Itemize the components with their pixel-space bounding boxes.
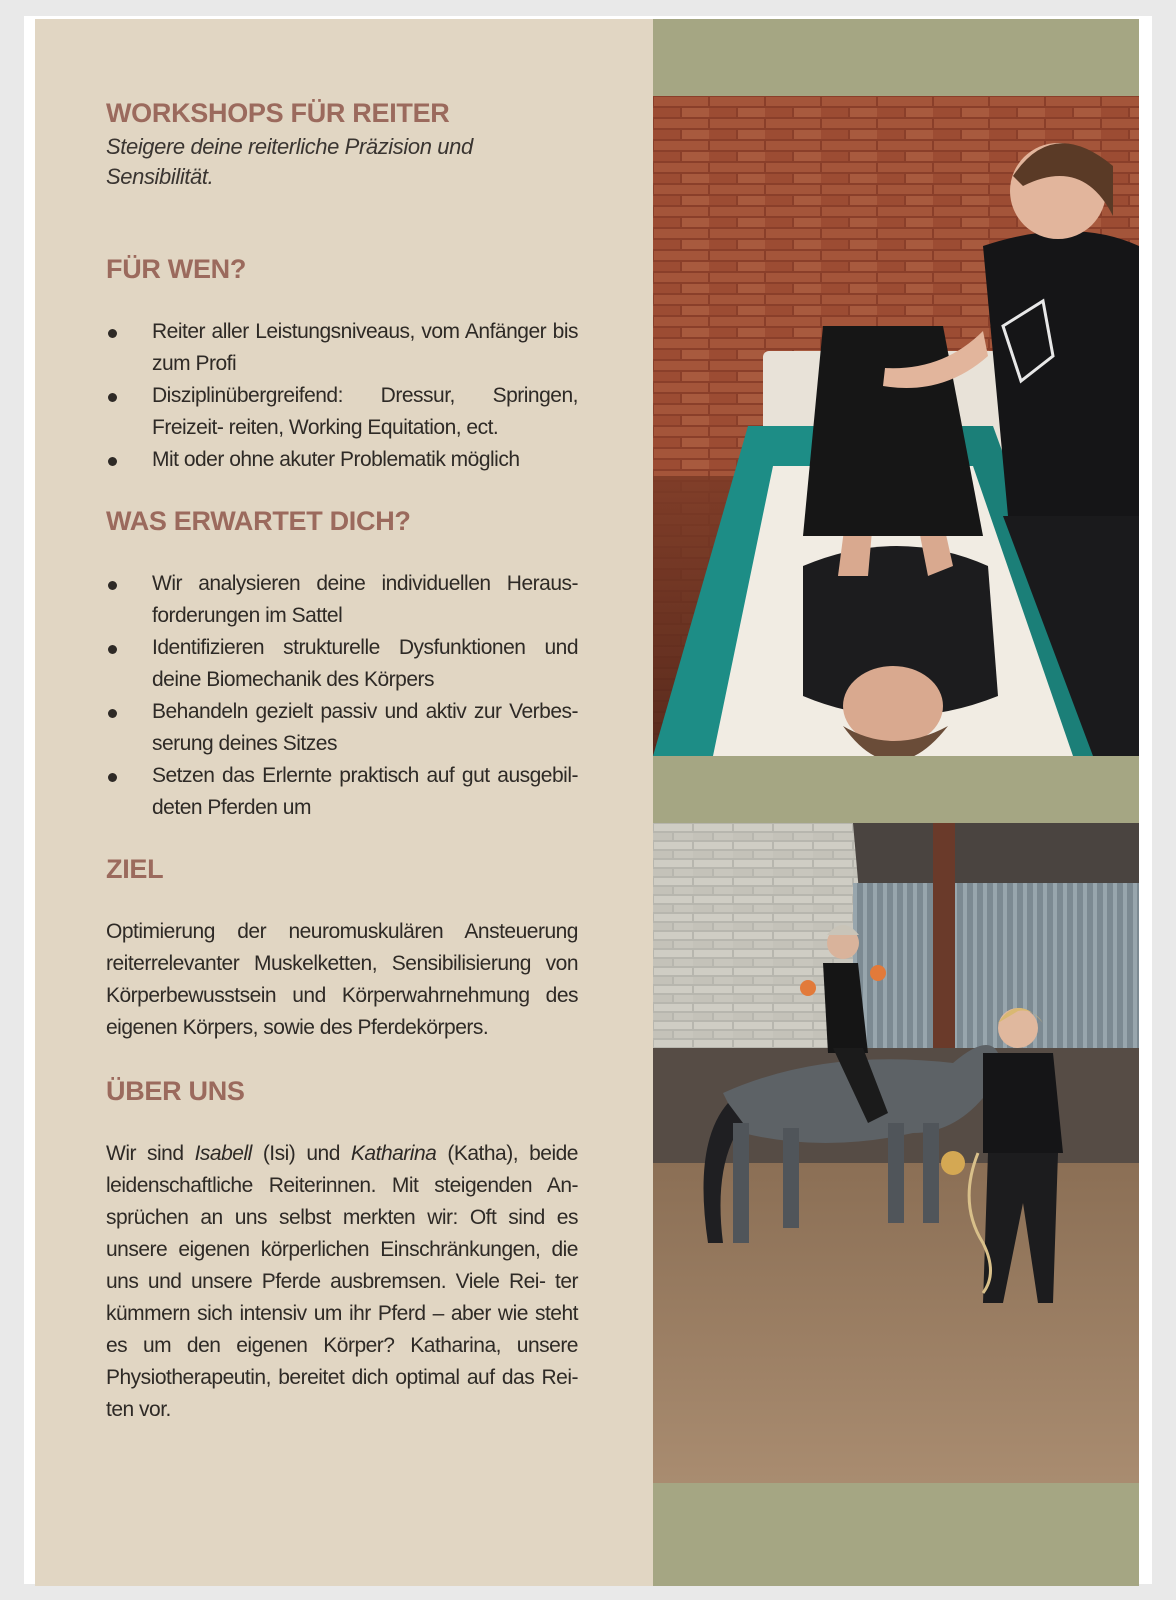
- bullet-icon: [108, 773, 117, 782]
- section-title-ziel: ZIEL: [106, 854, 164, 884]
- bullet-icon: [108, 329, 117, 338]
- bullet-icon: [108, 457, 117, 466]
- list-item: Wir analysieren deine individuellen Heraus- forderungen im Sattel: [106, 568, 578, 632]
- list-item: Reiter aller Leistungsniveaus, vom Anfänger bis zum Profi: [106, 316, 578, 380]
- page-title: WORKSHOPS FÜR REITER: [106, 98, 450, 128]
- list-item: Identifizieren strukturelle Dysfunktionen und deine Biomechanik des Körpers: [106, 632, 578, 696]
- list-fuer-wen: [106, 316, 578, 476]
- list-was-erwartet: [106, 568, 578, 824]
- page-subtitle: Steigere deine reiterliche Präzision und Sensibilität.: [106, 134, 473, 189]
- bullet-icon: [108, 581, 117, 590]
- list-item: Behandeln gezielt passiv und aktiv zur Verbes- serung deines Sitzes: [106, 696, 578, 760]
- photo-physiotherapy: [653, 96, 1139, 756]
- ziel-text: Optimierung der neuromuskulären Ansteuerung reiterrelevanter Muskelketten, Sensibilisierung von Körperbewusstsein und Körperwahrnehmung des eigenen Körpers, sowie des Pferdekörpers.: [106, 920, 578, 1039]
- list-item: Disziplinübergreifend: Dressur, Springen, Freizeit- reiten, Working Equitation, ect.: [106, 380, 578, 444]
- bullet-icon: [108, 645, 117, 654]
- bullet-icon: [108, 393, 117, 402]
- document-page: [24, 16, 1152, 1584]
- name-katharina: Katharina: [350, 1142, 437, 1165]
- section-title-fuer-wen: FÜR WEN?: [106, 254, 247, 284]
- name-isabell: Isabell: [194, 1142, 252, 1165]
- section-title-ueber-uns: ÜBER UNS: [106, 1076, 245, 1106]
- section-title-was-erwartet: WAS ERWARTET DICH?: [106, 506, 411, 536]
- photo-riding-arena: [653, 823, 1139, 1483]
- list-item: Setzen das Erlernte praktisch auf gut ausgebil- deten Pferden um: [106, 760, 578, 824]
- bullet-icon: [108, 709, 117, 718]
- text-content: [106, 96, 578, 1426]
- ueber-uns-text: Wir sind Isabell (Isi) und Katharina (Katha), beide leidenschaftliche Reiterinnen. Mit steigenden An- sprüchen an uns selbst merkten wir: Oft sind es unsere eigenen körperlichen Einschränkungen, die uns und unsere Pferde ausbremsen. Viele Rei- ter kümmern sich intensiv um ihr Pferd – aber wie steht es um den eigenen Körper? Katharina, unsere Physiotherapeutin, bereitet dich optimal auf das Rei- ten vor.: [106, 1142, 578, 1421]
- list-item: Mit oder ohne akuter Problematik möglich: [106, 444, 578, 476]
